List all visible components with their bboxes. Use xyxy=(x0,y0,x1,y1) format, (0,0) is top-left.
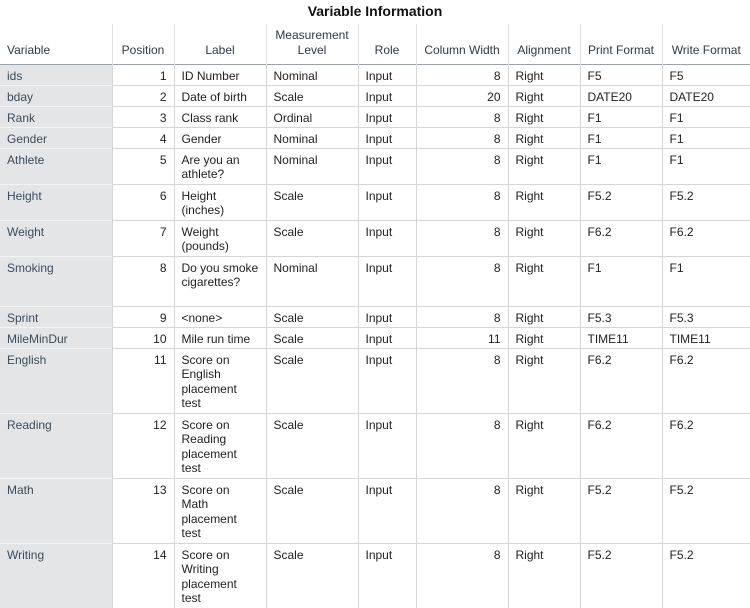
row-print-format: F1 xyxy=(580,127,662,148)
row-measurement-level: Nominal xyxy=(266,127,358,148)
row-variable-name: ids xyxy=(0,64,112,85)
row-column-width: 8 xyxy=(416,543,508,608)
row-position: 4 xyxy=(112,127,174,148)
row-label: Weight (pounds) xyxy=(174,220,266,256)
row-alignment: Right xyxy=(508,327,580,348)
row-alignment: Right xyxy=(508,478,580,543)
table-row xyxy=(0,220,750,256)
table-row xyxy=(0,413,750,478)
row-column-width: 8 xyxy=(416,184,508,220)
row-variable-name: Rank xyxy=(0,106,112,127)
row-print-format: F6.2 xyxy=(580,413,662,478)
row-column-width: 11 xyxy=(416,327,508,348)
row-measurement-level: Nominal xyxy=(266,64,358,85)
row-label: Score on Writing placement test xyxy=(174,543,266,608)
row-variable-name: Weight xyxy=(0,220,112,256)
row-column-width: 8 xyxy=(416,106,508,127)
table-row xyxy=(0,127,750,148)
column-header-position: Position xyxy=(112,24,174,64)
row-role: Input xyxy=(358,413,416,478)
row-label: Score on English placement test xyxy=(174,348,266,413)
row-measurement-level: Scale xyxy=(266,184,358,220)
row-write-format: TIME11 xyxy=(662,327,750,348)
row-variable-name: Sprint xyxy=(0,306,112,327)
column-header-column-width: Column Width xyxy=(416,24,508,64)
row-variable-name: Writing xyxy=(0,543,112,608)
row-column-width: 8 xyxy=(416,148,508,184)
row-alignment: Right xyxy=(508,220,580,256)
row-variable-name: Math xyxy=(0,478,112,543)
row-label: Date of birth xyxy=(174,85,266,106)
row-write-format: F6.2 xyxy=(662,220,750,256)
table-row xyxy=(0,184,750,220)
table-row xyxy=(0,64,750,85)
row-alignment: Right xyxy=(508,306,580,327)
row-print-format: F5.3 xyxy=(580,306,662,327)
row-role: Input xyxy=(358,220,416,256)
row-alignment: Right xyxy=(508,543,580,608)
row-position: 10 xyxy=(112,327,174,348)
row-measurement-level: Scale xyxy=(266,543,358,608)
row-measurement-level: Scale xyxy=(266,220,358,256)
row-print-format: F5.2 xyxy=(580,184,662,220)
row-print-format: F6.2 xyxy=(580,348,662,413)
row-column-width: 8 xyxy=(416,348,508,413)
row-position: 12 xyxy=(112,413,174,478)
row-role: Input xyxy=(358,85,416,106)
row-label: Height (inches) xyxy=(174,184,266,220)
row-position: 8 xyxy=(112,256,174,306)
row-variable-name: Smoking xyxy=(0,256,112,306)
row-position: 11 xyxy=(112,348,174,413)
row-position: 14 xyxy=(112,543,174,608)
row-position: 7 xyxy=(112,220,174,256)
row-position: 2 xyxy=(112,85,174,106)
row-print-format: TIME11 xyxy=(580,327,662,348)
row-label: ID Number xyxy=(174,64,266,85)
row-alignment: Right xyxy=(508,106,580,127)
row-write-format: F1 xyxy=(662,127,750,148)
column-header-variable: Variable xyxy=(7,42,51,57)
row-variable-name: bday xyxy=(0,85,112,106)
column-header-alignment: Alignment xyxy=(508,24,580,64)
row-position: 9 xyxy=(112,306,174,327)
column-header-label: Label xyxy=(174,24,266,64)
column-header-print-format: Print Format xyxy=(580,24,662,64)
row-write-format: F1 xyxy=(662,256,750,306)
row-position: 5 xyxy=(112,148,174,184)
table-row xyxy=(0,327,750,348)
column-header-role: Role xyxy=(358,24,416,64)
row-role: Input xyxy=(358,327,416,348)
row-alignment: Right xyxy=(508,413,580,478)
row-write-format: F5.2 xyxy=(662,543,750,608)
table-row xyxy=(0,348,750,413)
row-measurement-level: Nominal xyxy=(266,148,358,184)
row-alignment: Right xyxy=(508,256,580,306)
row-print-format: DATE20 xyxy=(580,85,662,106)
table-row xyxy=(0,148,750,184)
table-title: Variable Information xyxy=(307,3,443,19)
row-print-format: F5.2 xyxy=(580,478,662,543)
row-role: Input xyxy=(358,306,416,327)
row-column-width: 8 xyxy=(416,220,508,256)
row-print-format: F6.2 xyxy=(580,220,662,256)
table-row xyxy=(0,256,750,306)
row-variable-name: English xyxy=(0,348,112,413)
row-label: <none> xyxy=(174,306,266,327)
row-variable-name: Athlete xyxy=(0,148,112,184)
table-row xyxy=(0,306,750,327)
row-role: Input xyxy=(358,148,416,184)
row-label: Gender xyxy=(174,127,266,148)
row-column-width: 8 xyxy=(416,306,508,327)
row-write-format: F1 xyxy=(662,106,750,127)
row-write-format: F5 xyxy=(662,64,750,85)
row-write-format: F5.3 xyxy=(662,306,750,327)
row-variable-name: Height xyxy=(0,184,112,220)
row-role: Input xyxy=(358,184,416,220)
row-label: Score on Reading placement test xyxy=(174,413,266,478)
row-column-width: 8 xyxy=(416,478,508,543)
row-column-width: 8 xyxy=(416,127,508,148)
row-print-format: F1 xyxy=(580,256,662,306)
row-label: Score on Math placement test xyxy=(174,478,266,543)
row-write-format: F6.2 xyxy=(662,348,750,413)
row-measurement-level: Ordinal xyxy=(266,106,358,127)
variable-information-table xyxy=(0,24,750,608)
row-variable-name: MileMinDur xyxy=(0,327,112,348)
row-alignment: Right xyxy=(508,348,580,413)
row-label: Are you an athlete? xyxy=(174,148,266,184)
row-alignment: Right xyxy=(508,64,580,85)
row-write-format: F5.2 xyxy=(662,184,750,220)
row-label: Do you smoke cigarettes? xyxy=(174,256,266,306)
table-row xyxy=(0,543,750,608)
row-position: 3 xyxy=(112,106,174,127)
row-column-width: 20 xyxy=(416,85,508,106)
row-role: Input xyxy=(358,127,416,148)
row-role: Input xyxy=(358,478,416,543)
row-measurement-level: Scale xyxy=(266,85,358,106)
row-role: Input xyxy=(358,543,416,608)
row-alignment: Right xyxy=(508,148,580,184)
row-position: 6 xyxy=(112,184,174,220)
row-column-width: 8 xyxy=(416,64,508,85)
row-role: Input xyxy=(358,106,416,127)
row-measurement-level: Scale xyxy=(266,348,358,413)
row-write-format: F5.2 xyxy=(662,478,750,543)
table-row xyxy=(0,478,750,543)
row-measurement-level: Scale xyxy=(266,478,358,543)
row-print-format: F5.2 xyxy=(580,543,662,608)
column-header-write-format: Write Format xyxy=(662,24,750,64)
row-alignment: Right xyxy=(508,127,580,148)
row-label: Class rank xyxy=(174,106,266,127)
row-role: Input xyxy=(358,64,416,85)
row-print-format: F1 xyxy=(580,148,662,184)
row-write-format: F6.2 xyxy=(662,413,750,478)
row-write-format: F1 xyxy=(662,148,750,184)
row-measurement-level: Scale xyxy=(266,413,358,478)
row-alignment: Right xyxy=(508,85,580,106)
row-print-format: F5 xyxy=(580,64,662,85)
row-position: 1 xyxy=(112,64,174,85)
row-write-format: DATE20 xyxy=(662,85,750,106)
row-alignment: Right xyxy=(508,184,580,220)
row-column-width: 8 xyxy=(416,413,508,478)
row-variable-name: Reading xyxy=(0,413,112,478)
row-role: Input xyxy=(358,256,416,306)
row-print-format: F1 xyxy=(580,106,662,127)
table-row xyxy=(0,85,750,106)
column-header-measurement-level: Measurement Level xyxy=(266,24,358,64)
row-variable-name: Gender xyxy=(0,127,112,148)
row-measurement-level: Scale xyxy=(266,306,358,327)
row-measurement-level: Scale xyxy=(266,327,358,348)
row-label: Mile run time xyxy=(174,327,266,348)
row-measurement-level: Nominal xyxy=(266,256,358,306)
row-position: 13 xyxy=(112,478,174,543)
row-role: Input xyxy=(358,348,416,413)
row-column-width: 8 xyxy=(416,256,508,306)
table-row xyxy=(0,106,750,127)
